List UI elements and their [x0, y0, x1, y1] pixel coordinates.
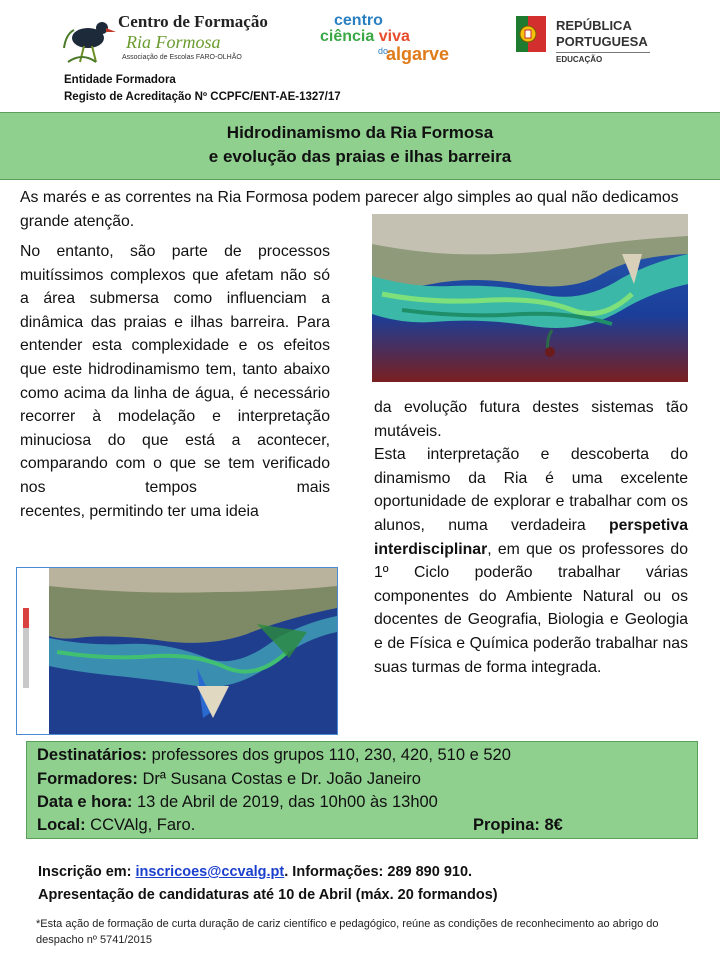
data-hora-label: Data e hora:	[37, 793, 133, 811]
logo-formacao-line3: Associação de Escolas FARO-OLHÃO	[122, 54, 242, 61]
local-value: CCVAlg, Faro.	[85, 816, 196, 834]
inscricao-label: Inscrição em:	[38, 864, 136, 880]
title-band	[0, 112, 720, 180]
logo-formacao-line2: Ria Formosa	[126, 32, 221, 52]
destinatarios-value: professores dos grupos 110, 230, 420, 510 e 520	[147, 746, 511, 764]
logo-republica-line3: EDUCAÇÃO	[556, 55, 603, 64]
logo-republica-line2: PORTUGUESA	[556, 34, 648, 49]
page-title-line2: e evolução das praias e ilhas barreira	[208, 147, 512, 166]
centro-formacao-logo	[62, 8, 268, 66]
ciencia-viva-logo	[318, 10, 450, 66]
hydrodynamic-model-map	[372, 214, 688, 382]
satellite-model-map	[16, 567, 338, 735]
bird-icon	[62, 8, 120, 66]
right-column	[374, 396, 688, 679]
informacoes-label: . Informações: 289 890 910.	[284, 864, 473, 880]
course-info-box	[26, 741, 698, 839]
logo-republica-line1: REPÚBLICA	[556, 18, 632, 33]
map-image-2	[17, 568, 337, 734]
right-paragraph-1: da evolução futura destes sistemas tão mutáveis.	[374, 399, 688, 440]
formadores-value: Drª Susana Costas e Dr. João Janeiro	[137, 770, 421, 788]
footnote: *Esta ação de formação de curta duração de cariz científico e pedagógico, reúne as condições de reconhecimento ao abrigo do despacho nº 5741/2015	[36, 918, 659, 946]
info-destinatarios	[37, 744, 511, 766]
entity-info	[64, 72, 341, 106]
logo-ciencia-centro: centro	[334, 12, 383, 29]
logo-formacao-line1: Centro de Formação	[118, 12, 268, 31]
left-column-text: No entanto, são parte de processos muitíssimos complexos que afetam não só a área submersa como influenciam a dinâmica das praias e ilhas barreira. Para entender esta complexidade e os efeitos que este hidrodinamismo tem, tanto abaixo como acima da linha de água, é necessário recorrer à modelação e interpretação minuciosa do que está a acontecer, comparando com o que se tem verificado nos tempos mais	[20, 243, 330, 496]
accreditation-label: Registo de Acreditação Nº CCPFC/ENT-AE-1327/17	[64, 91, 341, 103]
logo-ciencia-word: ciência	[320, 28, 375, 45]
page-title-line1: Hidrodinamismo da Ria Formosa	[226, 123, 494, 142]
left-column	[20, 240, 330, 523]
left-column-last-line: recentes, permitindo ter uma ideia	[20, 502, 259, 520]
inscricao-line	[38, 861, 472, 883]
logo-ciencia-do: do	[378, 46, 389, 56]
portugal-emblem-icon	[516, 16, 546, 52]
logo-divider	[556, 52, 650, 53]
info-local	[37, 814, 195, 836]
logo-ciencia-algarve: algarve	[386, 44, 450, 64]
info-formadores	[37, 768, 421, 790]
map-image-1	[372, 214, 688, 382]
republica-portuguesa-logo	[516, 12, 666, 66]
local-label: Local:	[37, 816, 86, 834]
right-paragraph-2-end: , em que os professores do 1º Ciclo poderão trabalhar várias componentes do Ambiente Natural ou os docentes de Geografia, Biologia e Geologia e de Física e Química poderão trabalhar nas suas turmas de forma integrada.	[374, 540, 688, 676]
propina-label: Propina: 8€	[473, 816, 563, 834]
right-paragraph-2-start: Esta interpretação e descoberta do dinamismo da Ria é uma excelente oportunidade de explorar e trabalhar com os alunos, numa verdadeira	[374, 446, 688, 534]
data-hora-value: 13 de Abril de 2019, das 10h00 às 13h00	[132, 793, 438, 811]
intro-paragraph: As marés e as correntes na Ria Formosa podem parecer algo simples ao qual não dedicamos grande atenção.	[20, 189, 679, 230]
interdisciplinary-emphasis: perspetiva interdisciplinar	[374, 516, 689, 558]
right-paragraph-2	[374, 443, 688, 679]
formadores-label: Formadores:	[37, 770, 138, 788]
email-link[interactable]: inscricoes@ccvalg.pt	[135, 864, 285, 880]
apresentacao-line: Apresentação de candidaturas até 10 de Abril (máx. 20 formandos)	[38, 887, 498, 903]
destinatarios-label: Destinatários:	[37, 746, 148, 764]
logo-viva-word: viva	[378, 28, 410, 45]
entity-label: Entidade Formadora	[64, 74, 176, 86]
info-data-hora	[37, 791, 438, 813]
